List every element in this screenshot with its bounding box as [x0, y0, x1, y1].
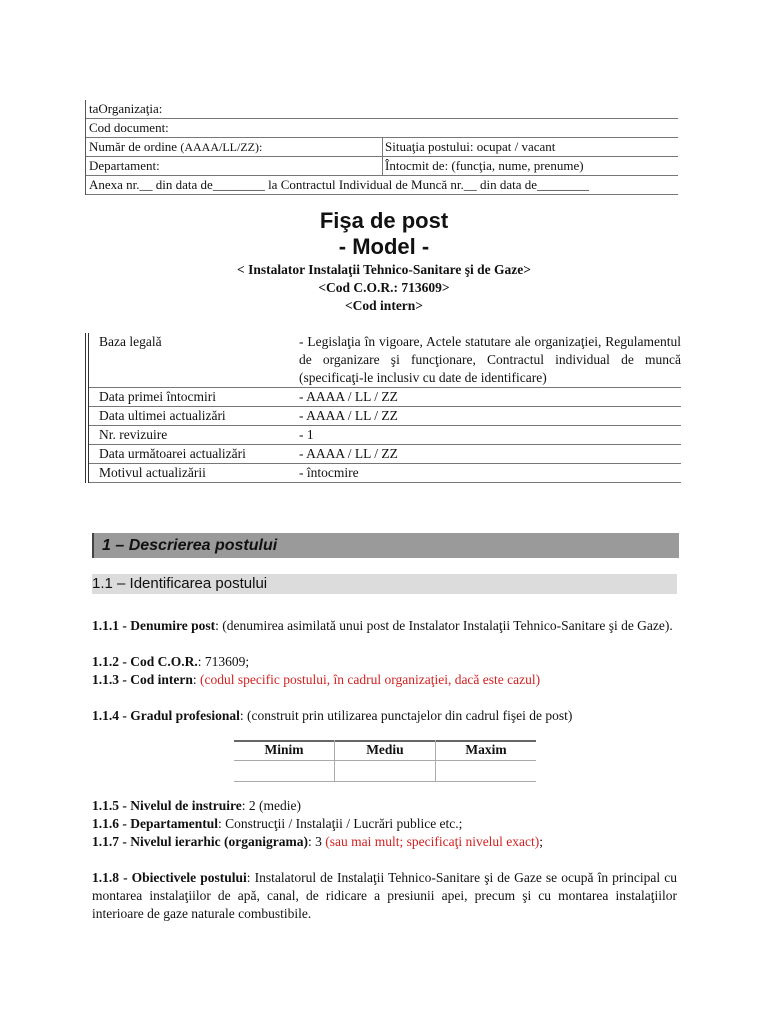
info-label: Motivul actualizării — [99, 465, 206, 480]
document-subtitle-model: - Model - — [338, 234, 430, 259]
document-header-table — [85, 100, 678, 195]
grade-table — [234, 740, 536, 782]
info-label: Baza legală — [99, 334, 162, 349]
revision-info-table — [85, 333, 681, 483]
section-heading-text: 1 – Descrierea postului — [102, 537, 278, 554]
info-row — [89, 407, 681, 426]
field-label: 1.1.6 - Departamentul — [92, 816, 218, 831]
grade-value-mid — [334, 761, 435, 782]
document-title: Fişa de post — [319, 208, 449, 233]
field-text: : 3 — [307, 834, 326, 849]
grade-value-row — [234, 761, 536, 782]
paragraph-1-1-1 — [92, 617, 677, 635]
field-text: : Construcţii / Instalaţii / Lucrări publice etc.; — [217, 816, 463, 831]
info-label: Data ultimei actualizări — [99, 408, 226, 423]
paragraph-1-1-3 — [92, 671, 677, 689]
info-row — [89, 464, 681, 483]
grade-header-max: Maxim — [435, 740, 536, 761]
info-value: - AAAA / LL / ZZ — [299, 408, 398, 423]
order-number-format: (AAAA/LL/ZZ): — [180, 140, 263, 154]
paragraph-1-1-5 — [92, 797, 677, 815]
order-number-text: Număr de ordine — [89, 139, 178, 154]
cor-code: <Cod C.O.R.: 713609> — [318, 280, 450, 295]
field-text: : (construit prin utilizarea punctajelor din cadrul fişei de post) — [239, 708, 573, 723]
paragraph-1-1-2 — [92, 653, 677, 671]
paragraph-1-1-4 — [92, 707, 677, 725]
info-value: - AAAA / LL / ZZ — [299, 446, 398, 461]
paragraph-1-1-6 — [92, 815, 677, 833]
organization-label: taOrganizaţia: — [89, 101, 163, 116]
info-label: Data următoarei actualizări — [99, 446, 246, 461]
header-row-organization — [86, 100, 678, 119]
header-row-department — [86, 157, 678, 176]
header-row-document-code — [86, 119, 678, 138]
info-value: - Legislaţia în vigoare, Actele statutare ale organizaţiei, Regulamentul de organizare şi funcţionare, Contractul individual de muncă (specificaţi-le inclusiv cu date de identificare) — [299, 334, 681, 385]
prepared-by-label: Întocmit de: (funcţia, nume, prenume) — [382, 157, 678, 175]
field-text: : (denumirea asimilată unui post de Instalator Instalaţii Tehnico-Sanitare şi de Gaze). — [215, 618, 673, 633]
paragraph-1-1-8 — [92, 869, 677, 923]
field-label: 1.1.3 - Cod intern — [92, 672, 193, 687]
field-text: : 713609; — [197, 654, 250, 669]
field-label: 1.1.7 - Nivelul ierarhic (organigrama) — [92, 834, 308, 849]
position-status-label: Situaţia postului: ocupat / vacant — [382, 138, 678, 156]
info-value: - AAAA / LL / ZZ — [299, 389, 398, 404]
grade-header-row — [234, 740, 536, 761]
header-row-order-number — [86, 138, 678, 157]
info-row — [89, 445, 681, 464]
info-row — [89, 388, 681, 407]
header-row-annex — [86, 176, 678, 195]
field-text: : 2 (medie) — [241, 798, 301, 813]
field-label: 1.1.1 - Denumire post — [92, 618, 216, 633]
info-value: - întocmire — [299, 465, 359, 480]
field-label: 1.1.5 - Nivelul de instruire — [92, 798, 242, 813]
job-title: < Instalator Instalaţii Tehnico-Sanitare şi de Gaze> — [237, 262, 531, 277]
info-row — [89, 333, 681, 388]
order-number-label — [86, 138, 382, 156]
info-value: - 1 — [299, 427, 314, 442]
field-note: (codul specific postului, în cadrul organizaţiei, dacă este cazul) — [200, 672, 541, 687]
annex-label: Anexa nr.__ din data de________ la Contractul Individual de Muncă nr.__ din data de________ — [89, 177, 590, 192]
grade-header-mid: Mediu — [334, 740, 435, 761]
grade-value-min — [234, 761, 334, 782]
grade-value-max — [435, 761, 536, 782]
field-tail: ; — [539, 834, 544, 849]
info-label: Nr. revizuire — [99, 427, 168, 442]
subsection-heading-identification: 1.1 – Identificarea postului — [92, 574, 677, 594]
field-text: : — [192, 672, 201, 687]
grade-header-min: Minim — [234, 740, 334, 761]
info-row — [89, 426, 681, 445]
field-label: 1.1.4 - Gradul profesional — [92, 708, 240, 723]
field-label: 1.1.2 - Cod C.O.R. — [92, 654, 198, 669]
document-code-label: Cod document: — [89, 120, 169, 135]
field-note: (sau mai mult; specificaţi nivelul exact) — [325, 834, 540, 849]
info-label: Data primei întocmiri — [99, 389, 216, 404]
section-heading-job-description — [92, 533, 679, 558]
internal-code: <Cod intern> — [344, 298, 423, 313]
field-label: 1.1.8 - Obiectivele postului — [92, 870, 247, 885]
paragraph-1-1-7 — [92, 833, 677, 851]
field-text: : Instalatorul de Instalaţii Tehnico-Sanitare şi de Gaze se ocupă în principal cu montarea instalaţiilor de apă, canal, de ridicare a presiunii apei, precum şi cu montarea instalaţiilor interioare de gaze naturale combustibile. — [92, 870, 677, 921]
department-label: Departament: — [89, 158, 160, 173]
